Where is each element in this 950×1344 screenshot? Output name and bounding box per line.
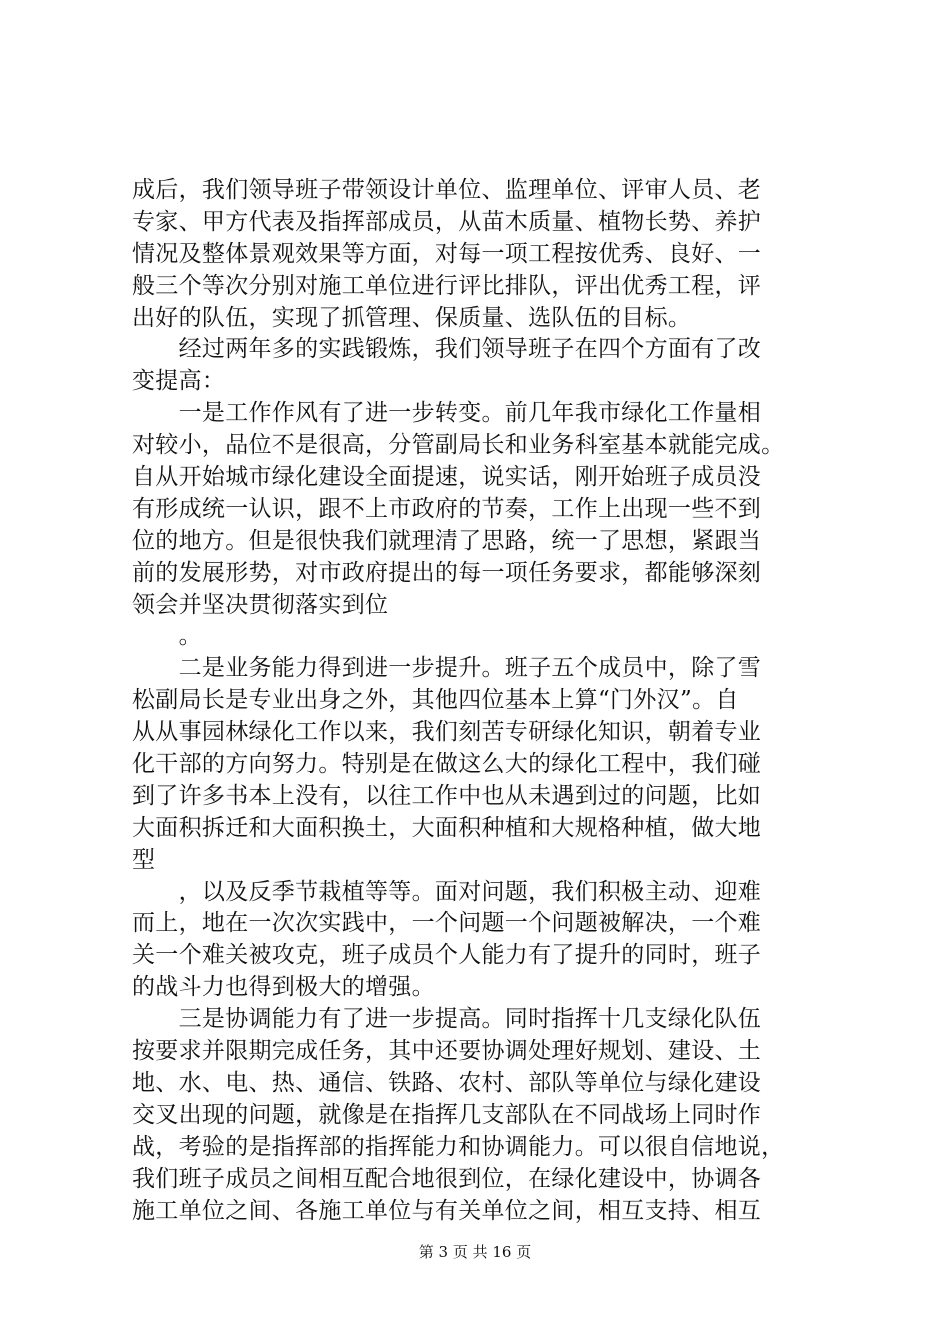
text-line: 自从开始城市绿化建设全面提速，说实话，刚开始班子成员没 [132, 464, 762, 491]
text-line: 情况及整体景观效果等方面，对每一项工程按优秀、良好、一 [132, 240, 762, 267]
text-line: 领会并坚决贯彻落实到位 [132, 591, 389, 618]
text-line: 从从事园林绿化工作以来，我们刻苦专研绿化知识，朝着专业 [132, 719, 762, 746]
text-line: 型 [132, 846, 156, 873]
text-line: 般三个等次分别对施工单位进行评比排队，评出优秀工程，评 [132, 272, 762, 299]
document-body [132, 175, 832, 1227]
text-line: 前的发展形势，对市政府提出的每一项任务要求，都能够深刻 [132, 559, 762, 586]
page-number-footer: 第 3 页 共 16 页 [418, 1243, 532, 1261]
text-line: 施工单位之间、各施工单位与有关单位之间，相互支持、相互 [132, 1197, 762, 1224]
text-line: 专家、甲方代表及指挥部成员，从苗木质量、植物长势、养护 [132, 208, 762, 235]
text-line: 有形成统一认识，跟不上市政府的节奏，工作上出现一些不到 [132, 495, 762, 522]
text-line: 而上，地在一次次实践中，一个问题一个问题被解决，一个难 [132, 910, 762, 937]
text-line: 成后，我们领导班子带领设计单位、监理单位、评审人员、老 [132, 177, 762, 203]
text-line: ，以及反季节栽植等等。面对问题，我们积极主动、迎难 [132, 878, 762, 905]
text-line: 的战斗力也得到极大的增强。 [132, 974, 435, 1001]
text-line: 经过两年多的实践锻炼，我们领导班子在四个方面有了改 [132, 336, 762, 363]
text-line: 三是协调能力有了进一步提高。同时指挥十几支绿化队伍 [132, 1006, 762, 1033]
text-line: 化干部的方向努力。特别是在做这么大的绿化工程中，我们碰 [132, 751, 762, 778]
text-line: 大面积拆迁和大面积换土，大面积种植和大规格种植，做大地 [132, 814, 762, 841]
text-line: 我们班子成员之间相互配合地很到位，在绿化建设中，协调各 [132, 1165, 762, 1192]
text-line: 一是工作作风有了进一步转变。前几年我市绿化工作量相 [132, 400, 762, 427]
text-line: 关一个难关被攻克，班子成员个人能力有了提升的同时，班子 [132, 942, 762, 969]
text-line: 位的地方。但是很快我们就理清了思路，统一了思想，紧跟当 [132, 527, 762, 554]
text-line: 出好的队伍，实现了抓管理、保质量、选队伍的目标。 [132, 304, 692, 331]
text-line: 。 [132, 623, 202, 650]
text-line: 到了许多书本上没有，以往工作中也从未遇到过的问题，比如 [132, 782, 762, 809]
text-line: 按要求并限期完成任务，其中还要协调处理好规划、建设、土 [132, 1038, 762, 1065]
text-line: 松副局长是专业出身之外，其他四位基本上算“门外汉”。自 [132, 687, 739, 714]
text-line: 二是业务能力得到进一步提升。班子五个成员中，除了雪 [132, 655, 762, 682]
text-line: 变提高： [132, 368, 226, 395]
text-line: 交叉出现的问题，就像是在指挥几支部队在不同战场上同时作 [132, 1101, 762, 1128]
text-line: 地、水、电、热、通信、铁路、农村、部队等单位与绿化建设 [132, 1069, 762, 1096]
text-line: 战，考验的是指挥部的指挥能力和协调能力。可以很自信地说， [132, 1133, 785, 1160]
text-line: 对较小，品位不是很高，分管副局长和业务科室基本就能完成。 [132, 432, 785, 459]
